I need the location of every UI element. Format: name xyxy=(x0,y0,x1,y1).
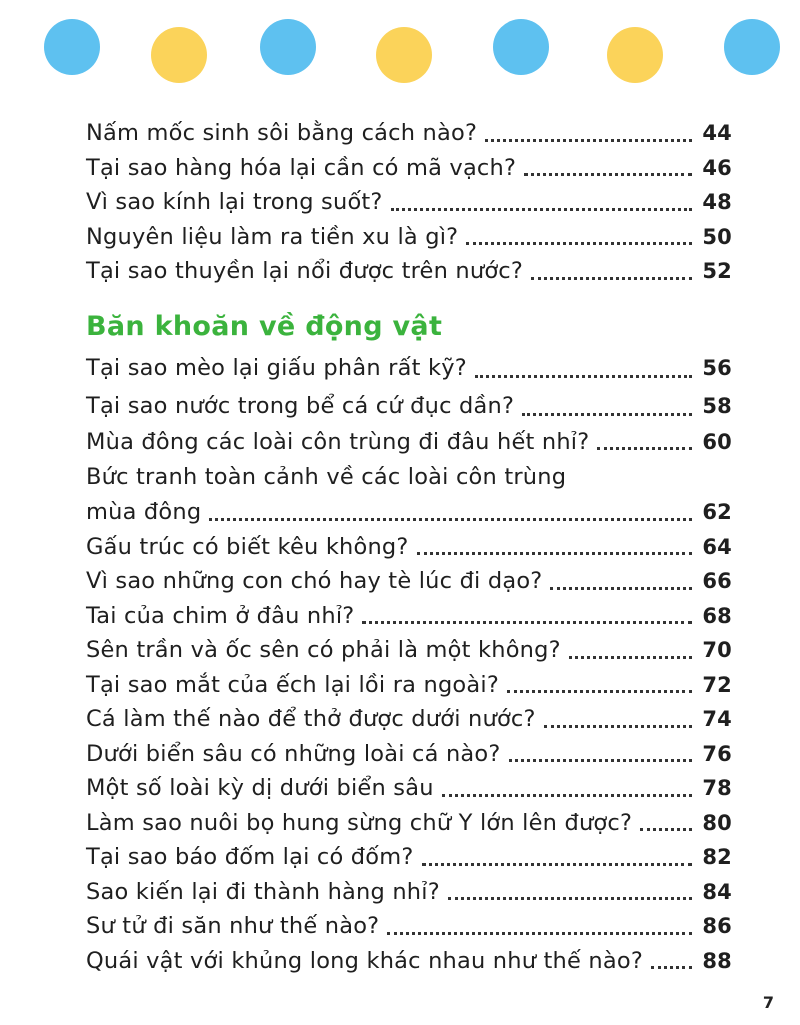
toc-entry-title: Vì sao kính lại trong suốt? xyxy=(86,189,383,215)
dot-leader xyxy=(442,794,692,797)
toc-entry-title: Làm sao nuôi bọ hung sừng chữ Y lớn lên được? xyxy=(86,809,633,836)
toc-entry xyxy=(86,702,732,737)
toc-entry xyxy=(86,771,732,806)
toc-entry xyxy=(86,633,732,668)
toc-entry-page: 86 xyxy=(702,914,732,938)
decorative-dots-row xyxy=(0,0,800,100)
dot-leader xyxy=(531,277,692,280)
toc-entry-page: 72 xyxy=(702,672,732,697)
toc-entry xyxy=(86,944,732,979)
toc-entry-title: Sên trần và ốc sên có phải là một không? xyxy=(86,637,561,663)
toc-entry-title-line1: Bức tranh toàn cảnh về các loài côn trùng xyxy=(86,464,567,490)
toc-entry-page: 52 xyxy=(702,259,732,283)
dot-leader xyxy=(485,139,692,142)
toc-entry-title: Tại sao hàng hóa lại cần có mã vạch? xyxy=(86,154,517,181)
toc-entry xyxy=(86,185,732,220)
toc-entry-page: 66 xyxy=(702,569,732,593)
toc-entry-page: 56 xyxy=(702,355,732,380)
dot-leader xyxy=(651,966,692,969)
toc-entry-title: Tại sao báo đốm lại có đốm? xyxy=(86,844,414,870)
dot-leader xyxy=(522,413,692,416)
toc-entry-page: 88 xyxy=(702,948,732,973)
toc-entry-page: 64 xyxy=(702,534,732,559)
toc-entry xyxy=(86,116,732,151)
dot-leader xyxy=(466,242,692,245)
dot-leader xyxy=(544,725,692,728)
toc-entry-title: Gấu trúc có biết kêu không? xyxy=(86,533,409,560)
toc-entry-title: Tại sao mắt của ếch lại lồi ra ngoài? xyxy=(86,671,499,698)
dot-leader xyxy=(524,173,692,176)
dot-leader xyxy=(569,656,692,659)
toc-entry-page: 80 xyxy=(702,810,732,835)
toc-entry-page: 48 xyxy=(702,190,732,214)
toc-entry-title: Nấm mốc sinh sôi bằng cách nào? xyxy=(86,120,478,146)
toc-entry-page: 78 xyxy=(702,776,732,800)
toc-entry xyxy=(86,840,732,875)
toc-entry xyxy=(86,737,732,772)
toc-entry xyxy=(86,254,732,289)
page-number: 7 xyxy=(762,993,774,1012)
toc-entry-page: 70 xyxy=(702,638,732,662)
dot-leader xyxy=(507,690,692,693)
toc-entry-title-line2: mùa đông xyxy=(86,499,202,525)
dot-blue-3 xyxy=(493,19,549,75)
dot-yellow-1 xyxy=(151,27,207,83)
section-heading: Băn khoăn về động vật xyxy=(86,310,443,342)
table-of-contents xyxy=(86,116,732,978)
toc-entry xyxy=(86,668,732,703)
dot-leader xyxy=(422,863,692,866)
toc-entry-title: Cá làm thế nào để thở được dưới nước? xyxy=(86,706,536,732)
toc-entry-page: 44 xyxy=(702,121,732,145)
toc-entry-page: 74 xyxy=(702,707,732,731)
dot-blue-2 xyxy=(260,19,316,75)
toc-entry-title: Tại sao nước trong bể cá cứ đục dần? xyxy=(86,392,515,419)
toc-entry xyxy=(86,151,732,186)
toc-entry-page: 68 xyxy=(702,603,732,628)
toc-entry-title: Tai của chim ở đâu nhỉ? xyxy=(86,602,355,629)
dot-leader xyxy=(387,932,692,935)
toc-entry-line2 xyxy=(86,495,732,530)
toc-entry-title: Quái vật với khủng long khác nhau như thế nào? xyxy=(86,947,643,974)
dot-yellow-2 xyxy=(376,27,432,83)
toc-entry-title: Mùa đông các loài côn trùng đi đâu hết nhỉ? xyxy=(86,428,590,455)
toc-entry xyxy=(86,909,732,944)
toc-entry xyxy=(86,599,732,634)
toc-entry xyxy=(86,349,732,387)
toc-entry xyxy=(86,806,732,841)
dot-leader xyxy=(640,828,692,831)
toc-entry-multiline xyxy=(86,459,732,530)
dot-yellow-3 xyxy=(607,27,663,83)
toc-entry-page: 84 xyxy=(702,879,732,904)
toc-entry-title: Vì sao những con chó hay tè lúc đi dạo? xyxy=(86,568,543,594)
toc-entry-page: 58 xyxy=(702,393,732,418)
toc-entry xyxy=(86,425,732,460)
toc-entry xyxy=(86,564,732,599)
toc-entry-title: Tại sao mèo lại giấu phân rất kỹ? xyxy=(86,354,467,381)
dot-blue-4 xyxy=(724,19,780,75)
toc-entry xyxy=(86,875,732,910)
toc-entry xyxy=(86,220,732,255)
dot-leader xyxy=(391,208,692,211)
toc-entry-title: Nguyên liệu làm ra tiền xu là gì? xyxy=(86,223,459,250)
toc-entry-title: Sao kiến lại đi thành hàng nhỉ? xyxy=(86,878,440,905)
dot-leader xyxy=(209,518,692,521)
toc-entry-title: Dưới biển sâu có những loài cá nào? xyxy=(86,740,501,767)
toc-entry-page: 60 xyxy=(702,429,732,454)
toc-entry-page: 82 xyxy=(702,845,732,869)
toc-entry-page: 46 xyxy=(702,155,732,180)
toc-entry-title: Tại sao thuyền lại nổi được trên nước? xyxy=(86,258,524,284)
toc-entry-title: Một số loài kỳ dị dưới biển sâu xyxy=(86,775,434,801)
toc-entry-title: Sư tử đi săn như thế nào? xyxy=(86,913,380,939)
dot-blue-1 xyxy=(44,19,100,75)
dot-leader xyxy=(597,447,692,450)
dot-leader xyxy=(550,587,692,590)
dot-leader xyxy=(509,759,692,762)
toc-entry-page: 50 xyxy=(702,224,732,249)
dot-leader xyxy=(475,375,692,378)
toc-entry xyxy=(86,387,732,425)
dot-leader xyxy=(362,621,692,624)
toc-entry xyxy=(86,530,732,565)
dot-leader xyxy=(448,897,692,900)
toc-entry-page: 62 xyxy=(702,500,732,524)
toc-entry-page: 76 xyxy=(702,741,732,766)
dot-leader xyxy=(417,552,692,555)
